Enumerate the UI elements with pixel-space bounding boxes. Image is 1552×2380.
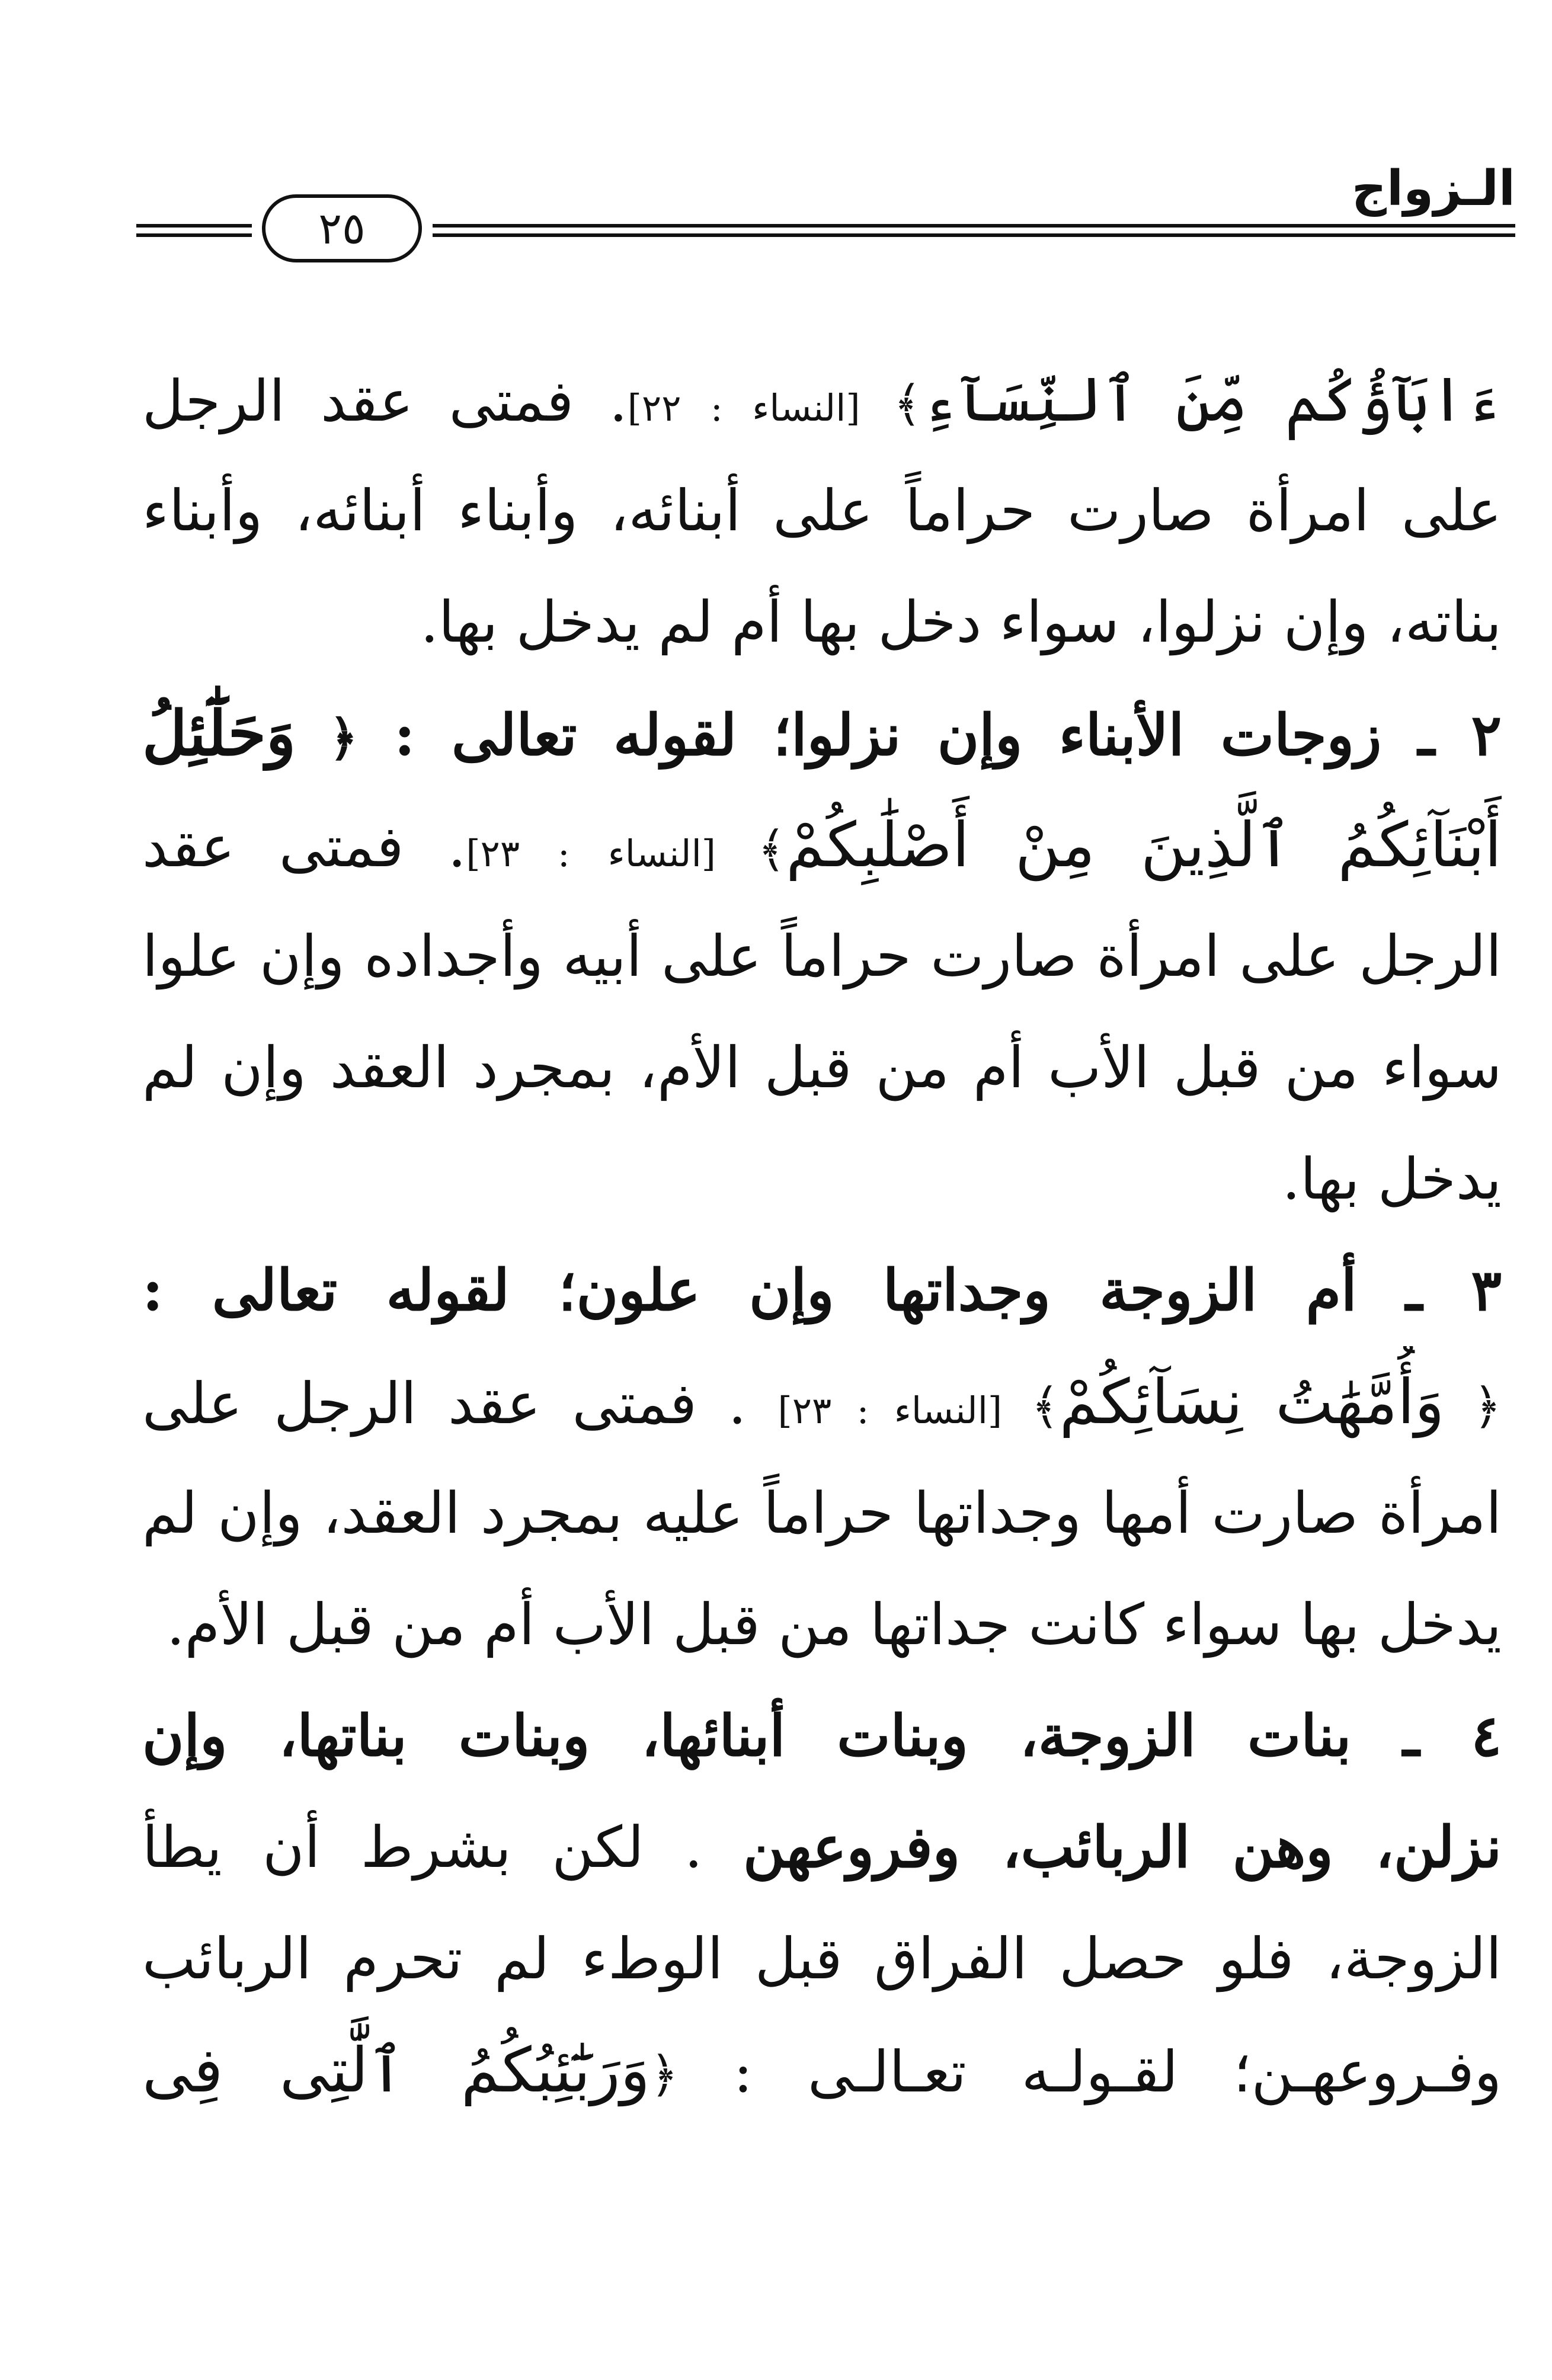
text-span: وفـروعهـن؛ لقـولـه تعـالـى : (678, 2039, 1502, 2105)
quran-verse: وَرَبَٰٓئِبُكُمُ ٱلَّٰتِى فِى (142, 2034, 650, 2106)
text-line (142, 1680, 1502, 1792)
text-span: يدخل بها. (1282, 1146, 1502, 1212)
text-line (142, 1123, 1502, 1235)
text-span: على امرأة صارت حراماً على أبنائه، وأبناء أبنائه، وأبناء (142, 478, 1502, 544)
verse-reference: [النساء : ٢٣] (466, 832, 716, 875)
text-line (142, 566, 1502, 678)
text-line (142, 344, 1502, 455)
page-header (136, 161, 1515, 254)
text-span: الرجل على امرأة صارت حراماً على أبيه وأجداده وإن علوا (142, 923, 1502, 989)
page-number: ٢٥ (262, 194, 422, 262)
text-span: . فمتى عقد (142, 813, 466, 880)
verse-bracket: ﴾ (860, 376, 922, 433)
text-span: الزوجة، فلو حصل الفراق قبل الوطء لم تحرم الربائب (142, 1926, 1502, 1992)
text-line (142, 1458, 1502, 1569)
numbered-heading: ٤ ـ بنات الزوجة، وبنات أبنائها، وبنات بناتها، وإن (142, 1702, 1502, 1769)
text-span: . فمتى عقد الرجل على (142, 1370, 778, 1437)
verse-bracket: ﴿ (296, 710, 358, 767)
text-span: . لكن بشرط أن يطأ (142, 1814, 743, 1881)
text-line (142, 1903, 1502, 2014)
header-rule (136, 224, 252, 228)
text-line (142, 1792, 1502, 1903)
quran-verse: وَحَلَٰٓئِلُ (142, 697, 296, 770)
text-line (142, 1012, 1502, 1123)
running-title: الـزواج (1351, 161, 1515, 217)
verse-bracket: ﴿ (1444, 1379, 1502, 1435)
header-rule (433, 224, 1515, 228)
verse-bracket: ﴾ (1002, 1379, 1060, 1435)
text-span: . فمتى عقد الرجل (142, 368, 628, 434)
verse-reference: [النساء : ٢٢] (627, 386, 860, 430)
numbered-heading: ٢ ـ زوجات الأبناء وإن نزلوا؛ لقوله تعالى : (357, 701, 1502, 768)
text-span: نزلن، وهن الربائب، وفروعهن (743, 1814, 1502, 1881)
text-line (142, 901, 1502, 1012)
header-rule (433, 233, 1515, 237)
text-line (142, 678, 1502, 789)
text-line (142, 2014, 1502, 2126)
quran-verse: ءَابَآؤُكُم مِّنَ ٱلنِّسَآءِ (921, 363, 1502, 435)
text-line (142, 789, 1502, 901)
text-line (142, 1569, 1502, 1680)
text-line (142, 1235, 1502, 1346)
text-span: سواء من قبل الأب أم من قبل الأم، بمجرد العقد وإن لم (142, 1034, 1502, 1101)
text-line (142, 1346, 1502, 1458)
quran-verse: أَبْنَآئِكُمُ ٱلَّذِينَ مِنْ أَصْلَٰبِكُمْ (786, 809, 1502, 881)
body-text (142, 344, 1502, 2126)
text-line (142, 455, 1502, 566)
text-span: يدخل بها سواء كانت جداتها من قبل الأب أم من قبل الأم. (167, 1591, 1502, 1658)
header-rule (136, 233, 252, 237)
verse-bracket: ﴾ (715, 822, 786, 878)
quran-verse: وَأُمَّهَٰتُ نِسَآئِكُمْ (1059, 1366, 1445, 1438)
verse-bracket: ﴿ (649, 2047, 679, 2103)
text-span: بناته، وإن نزلوا، سواء دخل بها أم لم يدخل بها. (420, 589, 1502, 655)
text-span: امرأة صارت أمها وجداتها حراماً عليه بمجرد العقد، وإن لم (142, 1480, 1502, 1546)
verse-reference: [النساء : ٢٣] (777, 1389, 1003, 1432)
numbered-heading: ٣ ـ أم الزوجة وجداتها وإن علون؛ لقوله تعالى : (142, 1257, 1502, 1324)
